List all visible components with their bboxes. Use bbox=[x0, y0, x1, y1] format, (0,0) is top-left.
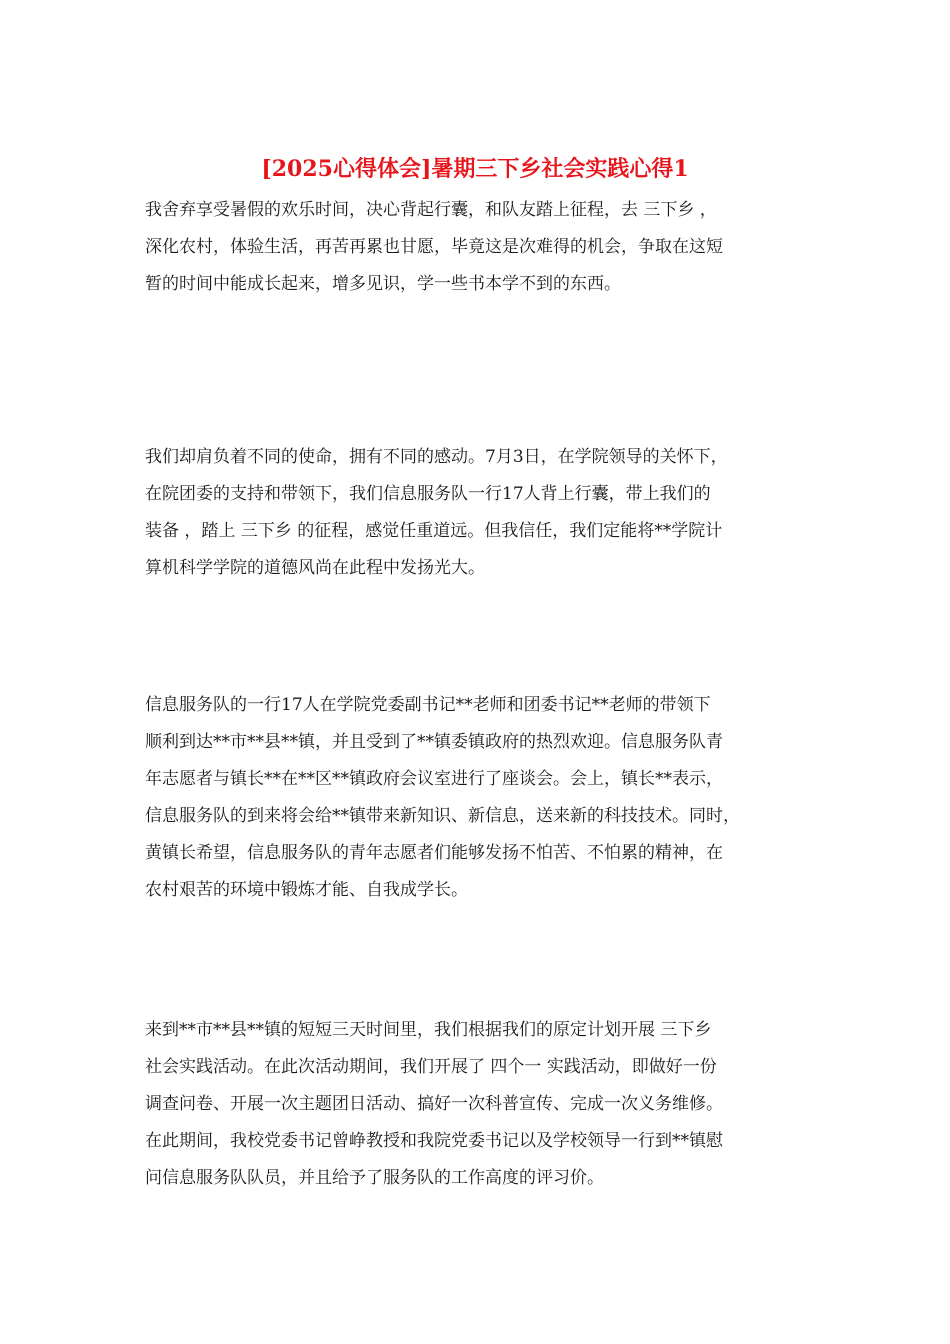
paragraph-line: 深化农村，体验生活，再苦再累也甘愿，毕竟这是次难得的机会，争取在这短 bbox=[145, 237, 723, 257]
paragraph-line: 问信息服务队队员，并且给予了服务队的工作高度的评习价。 bbox=[145, 1168, 604, 1188]
paragraph-line: 我们却肩负着不同的使命，拥有不同的感动。7月3日，在学院领导的关怀下， bbox=[145, 447, 728, 467]
paragraph-4 bbox=[145, 1012, 810, 1197]
paragraph-line: 黄镇长希望，信息服务队的青年志愿者们能够发扬不怕苦、不怕累的精神，在 bbox=[145, 843, 723, 863]
paragraph-line: 调查问卷、开展一次主题团日活动、搞好一次科普宣传、完成一次义务维修。 bbox=[145, 1094, 723, 1114]
paragraph-line: 在此期间，我校党委书记曾峥教授和我院党委书记以及学校领导一行到**镇慰 bbox=[145, 1131, 723, 1151]
paragraph-line: 社会实践活动。在此次活动期间，我们开展了 四个一 实践活动，即做好一份 bbox=[145, 1057, 717, 1077]
paragraph-2 bbox=[145, 439, 810, 587]
paragraph-3 bbox=[145, 687, 810, 909]
paragraph-line: 暂的时间中能成长起来，增多见识，学一些书本学不到的东西。 bbox=[145, 274, 621, 294]
paragraph-line: 信息服务队的一行17人在学院党委副书记**老师和团委书记**老师的带领下 bbox=[145, 695, 711, 715]
paragraph-line: 顺利到达**市**县**镇，并且受到了**镇委镇政府的热烈欢迎。信息服务队青 bbox=[145, 732, 723, 752]
paragraph-line: 来到**市**县**镇的短短三天时间里，我们根据我们的原定计划开展 三下乡 bbox=[145, 1020, 712, 1040]
paragraph-line: 我舍弃享受暑假的欢乐时间，决心背起行囊，和队友踏上征程，去 三下乡 ， bbox=[145, 200, 717, 220]
paragraph-1 bbox=[145, 192, 810, 303]
document-title: [2025心得体会]暑期三下乡社会实践心得1 bbox=[261, 156, 689, 182]
paragraph-line: 在院团委的支持和带领下，我们信息服务队一行17人背上行囊，带上我们的 bbox=[145, 484, 711, 504]
paragraph-line: 年志愿者与镇长**在**区**镇政府会议室进行了座谈会。会上，镇长**表示， bbox=[145, 769, 723, 789]
paragraph-line: 装备 ，踏上 三下乡 的征程，感觉任重道远。但我信任，我们定能将**学院计 bbox=[145, 521, 723, 541]
paragraph-line: 算机科学学院的道德风尚在此程中发扬光大。 bbox=[145, 558, 485, 578]
paragraph-line: 信息服务队的到来将会给**镇带来新知识、新信息，送来新的科技技术。同时， bbox=[145, 806, 740, 826]
paragraph-line: 农村艰苦的环境中锻炼才能、自我成学长。 bbox=[145, 880, 468, 900]
